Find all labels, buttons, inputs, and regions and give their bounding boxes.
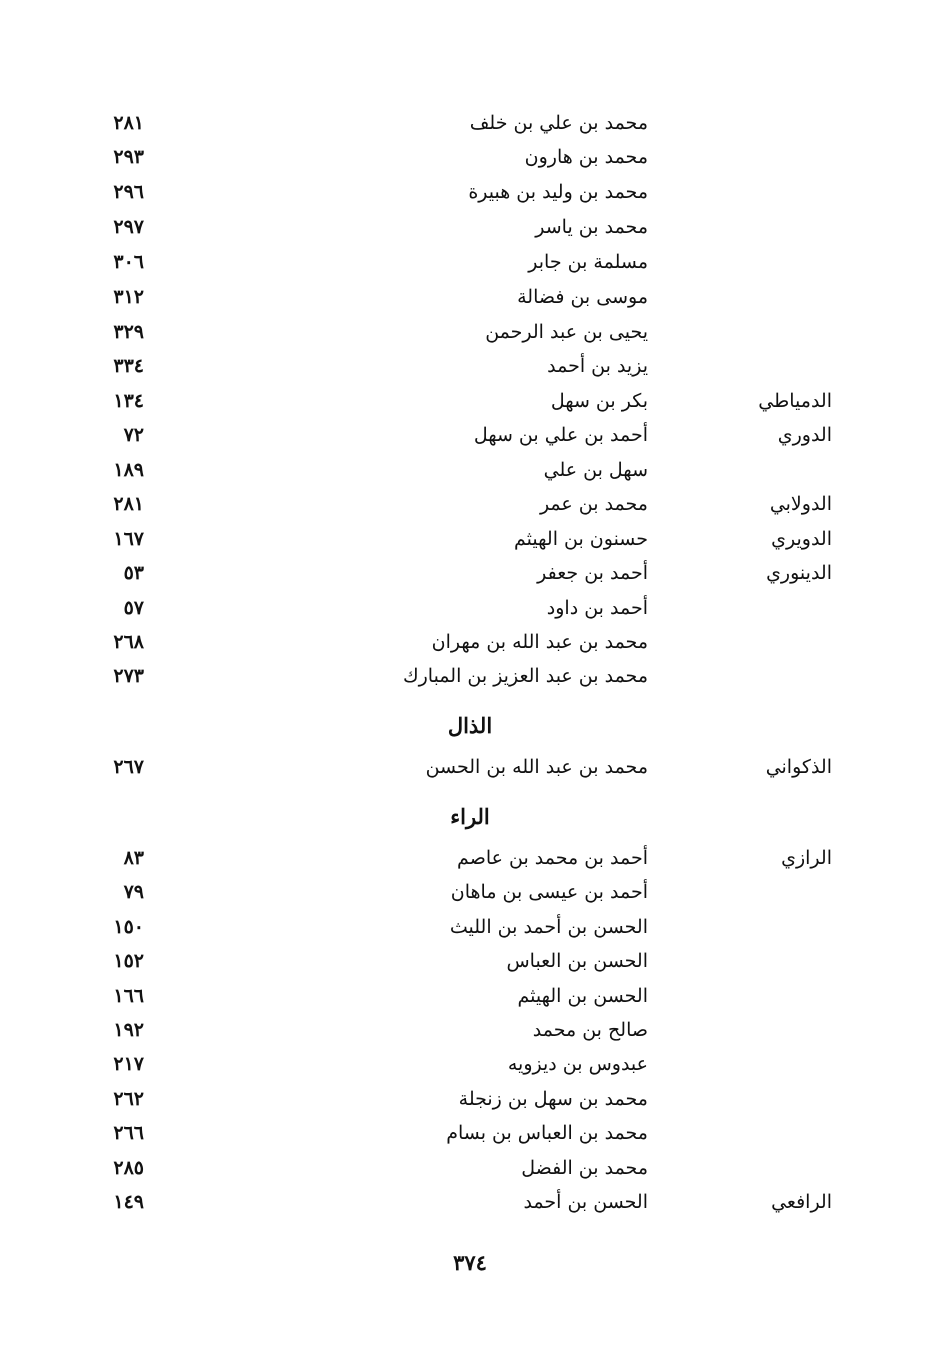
index-entry [0, 756, 940, 790]
entry-nisba: الذكواني [765, 756, 832, 778]
entry-name: محمد بن عمر [539, 493, 648, 515]
entry-nisba: الدمياطي [758, 390, 832, 412]
entry-name: الحسن بن الهيثم [517, 985, 648, 1007]
index-entry [0, 493, 940, 527]
index-entry [0, 665, 940, 699]
entry-name: محمد بن وليد بن هبيرة [468, 181, 648, 203]
entry-page-number: ٢٩٦ [113, 181, 144, 203]
entry-name: محمد بن الفضل [521, 1157, 648, 1179]
index-entry [0, 881, 940, 915]
index-entry [0, 1019, 940, 1053]
entry-name: يزيد بن أحمد [547, 355, 648, 377]
entry-nisba: الرافعي [771, 1191, 832, 1213]
page-number: ٣٧٤ [453, 1250, 487, 1275]
entry-name: محمد بن العباس بن بسام [446, 1122, 648, 1144]
index-entry [0, 631, 940, 665]
entry-page-number: ٢٨٥ [113, 1157, 144, 1179]
entry-name: صالح بن محمد [532, 1019, 648, 1041]
index-entry [0, 181, 940, 215]
entry-page-number: ٨٣ [123, 847, 144, 869]
index-entry [0, 950, 940, 984]
entry-name: محمد بن عبد الله بن الحسن [425, 756, 648, 778]
index-entry [0, 562, 940, 596]
entry-page-number: ٢٦٢ [113, 1088, 144, 1110]
entry-page-number: ٣٣٤ [113, 355, 144, 377]
entry-page-number: ٢٦٦ [113, 1122, 144, 1144]
entry-name: الحسن بن العباس [506, 950, 648, 972]
index-entry [0, 112, 940, 146]
section-heading: الذال [447, 713, 493, 738]
entry-page-number: ١٤٩ [113, 1191, 144, 1213]
entry-nisba: الرازي [781, 847, 832, 869]
entry-page-number: ٢٨١ [113, 493, 144, 515]
entry-page-number: ٢٨١ [113, 112, 144, 134]
index-entry [0, 286, 940, 320]
index-entry [0, 847, 940, 881]
entry-page-number: ١٩٢ [113, 1019, 144, 1041]
entry-name: محمد بن ياسر [535, 216, 648, 238]
entry-name: أحمد بن محمد بن عاصم [457, 847, 648, 869]
index-entry [0, 216, 940, 250]
entry-page-number: ٥٣ [123, 562, 144, 584]
index-entry [0, 459, 940, 493]
entry-page-number: ١٣٤ [113, 390, 144, 412]
entry-page-number: ٣٠٦ [113, 251, 144, 273]
entry-name: أحمد بن علي بن سهل [473, 424, 648, 446]
entry-name: موسى بن فضالة [517, 286, 648, 308]
entry-page-number: ١٥٠ [113, 916, 144, 938]
entry-name: محمد بن هارون [524, 146, 648, 168]
section-heading: الراء [450, 804, 490, 829]
entry-page-number: ١٥٢ [113, 950, 144, 972]
entry-name: محمد بن عبد الله بن مهران [431, 631, 648, 653]
index-entry [0, 528, 940, 562]
entry-page-number: ٢٩٣ [113, 146, 144, 168]
entry-page-number: ٣٢٩ [113, 321, 144, 343]
entry-name: محمد بن سهل بن زنجلة [458, 1088, 648, 1110]
index-entry [0, 985, 940, 1019]
entry-page-number: ١٦٦ [113, 985, 144, 1007]
entry-name: سهل بن علي [543, 459, 648, 481]
index-entry [0, 1088, 940, 1122]
index-entry [0, 1053, 940, 1087]
entry-nisba: الدوري [777, 424, 832, 446]
index-entry [0, 390, 940, 424]
entry-name: مسلمة بن جابر [528, 251, 648, 273]
index-entry [0, 146, 940, 180]
index-entry [0, 355, 940, 389]
entry-page-number: ٧٢ [123, 424, 144, 446]
entry-page-number: ٢٩٧ [113, 216, 144, 238]
entry-page-number: ١٨٩ [113, 459, 144, 481]
entry-nisba: الدولابي [769, 493, 832, 515]
entry-nisba: الدينوري [766, 562, 832, 584]
index-entry [0, 424, 940, 458]
entry-name: أحمد بن داود [546, 597, 648, 619]
entry-page-number: ٢٦٨ [113, 631, 144, 653]
entry-nisba: الدويري [771, 528, 832, 550]
entry-page-number: ٥٧ [123, 597, 144, 619]
entry-name: عبدوس بن ديزويه [507, 1053, 648, 1075]
entry-name: حسنون بن الهيثم [514, 528, 648, 550]
entry-name: أحمد بن جعفر [537, 562, 648, 584]
entry-page-number: ٢١٧ [113, 1053, 144, 1075]
entry-page-number: ١٦٧ [113, 528, 144, 550]
entry-name: الحسن بن أحمد [523, 1191, 648, 1213]
index-entry [0, 1122, 940, 1156]
index-entry [0, 251, 940, 285]
entry-page-number: ٢٧٣ [113, 665, 144, 687]
entry-page-number: ٢٦٧ [113, 756, 144, 778]
index-entry [0, 1191, 940, 1225]
entry-name: الحسن بن أحمد بن الليث [449, 916, 648, 938]
index-entry [0, 1157, 940, 1191]
entry-name: يحيى بن عبد الرحمن [485, 321, 648, 343]
entry-page-number: ٧٩ [123, 881, 144, 903]
index-entry [0, 597, 940, 631]
index-entry [0, 916, 940, 950]
entry-page-number: ٣١٢ [113, 286, 144, 308]
index-entry [0, 321, 940, 355]
entry-name: أحمد بن عيسى بن ماهان [450, 881, 648, 903]
entry-name: محمد بن عبد العزيز بن المبارك [402, 665, 648, 687]
entry-name: محمد بن علي بن خلف [469, 112, 648, 134]
entry-name: بكر بن سهل [550, 390, 648, 412]
